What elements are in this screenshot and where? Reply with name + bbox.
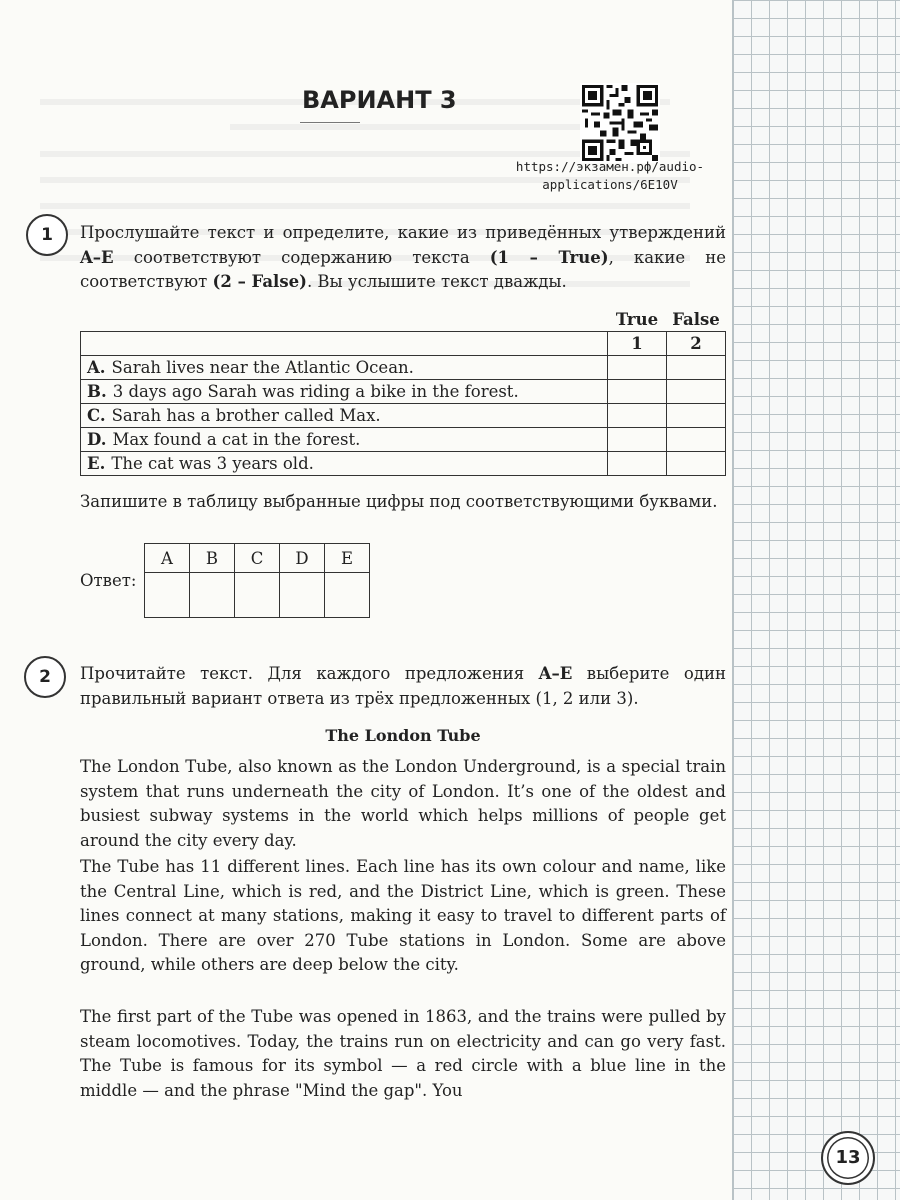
answer-cell-true[interactable]: [608, 404, 667, 428]
task-number-badge: 1: [26, 214, 68, 256]
answer-input-cell[interactable]: [190, 573, 235, 618]
answer-cell-true[interactable]: [608, 452, 667, 476]
variant-title: ВАРИАНТ 3: [302, 86, 457, 114]
qr-url-line2: applications/6E10V: [542, 177, 678, 192]
answer-cell-false[interactable]: [667, 380, 726, 404]
answer-cell-true[interactable]: [608, 356, 667, 380]
answer-letter: A: [145, 544, 190, 573]
qr-code-icon[interactable]: [580, 83, 660, 163]
reading-paragraph: The London Tube, also known as the London Underground, is a special train system that runs underneath the city of London. It’s one of the oldest and busiest subway systems in the world which helps millions of people get around the city every day.: [80, 757, 726, 850]
task-number-badge: 2: [24, 656, 66, 698]
answer-letter: B: [190, 544, 235, 573]
answer-input-cell[interactable]: [325, 573, 370, 618]
answer-input-cell[interactable]: [235, 573, 280, 618]
reading-paragraph: The Tube has 11 different lines. Each line has its own colour and name, like the Central Line, which is red, and the District Line, which is green. These lines connect at many stations, making it easy to travel to different parts of London. There are over 270 Tube stations in London. Some are above ground, while others are deep below the city.: [80, 857, 726, 974]
answer-cell-false[interactable]: [667, 428, 726, 452]
qr-url[interactable]: [500, 158, 720, 194]
grid-margin: [732, 0, 900, 1200]
task2-instruction: Прочитайте текст. Для каждого предложения A–E выберите один правильный вариант ответа из трёх предложенных (1, 2 или 3).: [80, 664, 726, 708]
table-row: D. Max found a cat in the forest.: [81, 428, 726, 452]
answer-letter: C: [235, 544, 280, 573]
table-row: C. Sarah has a brother called Max.: [81, 404, 726, 428]
answer-table: [144, 543, 370, 618]
answer-letter: D: [280, 544, 325, 573]
answer-cell-true[interactable]: [608, 380, 667, 404]
page-number: 13: [821, 1131, 875, 1185]
title-underline: [300, 122, 360, 123]
answer-cell-false[interactable]: [667, 356, 726, 380]
qr-url-line1: https://экзамен.рф/audio-: [515, 159, 705, 174]
col-true-header: True: [615, 309, 659, 329]
answer-input-cell[interactable]: [280, 573, 325, 618]
answer-cell-true[interactable]: [608, 428, 667, 452]
col-true-number: 1: [608, 332, 667, 356]
table-row: B. 3 days ago Sarah was riding a bike in the forest.: [81, 380, 726, 404]
table-row: E. The cat was 3 years old.: [81, 452, 726, 476]
answer-cell-false[interactable]: [667, 452, 726, 476]
write-instruction: Запишите в таблицу выбранные цифры под соответствующими буквами.: [80, 492, 718, 511]
answer-label: Ответ:: [80, 571, 137, 590]
answer-letter: E: [325, 544, 370, 573]
task1-instruction: Прослушайте текст и определите, какие из приведённых утверждений A–E соответствуют содержанию текста (1 – True), какие не соответствуют (2 – False). Вы услышите текст дважды.: [80, 223, 726, 291]
col-false-header: False: [672, 309, 720, 329]
col-false-number: 2: [667, 332, 726, 356]
answer-input-cell[interactable]: [145, 573, 190, 618]
reading-text-title: The London Tube: [325, 726, 481, 745]
statements-table: [80, 307, 726, 476]
table-row: A. Sarah lives near the Atlantic Ocean.: [81, 356, 726, 380]
reading-paragraph: The first part of the Tube was opened in 1863, and the trains were pulled by steam locomotives. Today, the trains run on electricity and can go very fast. The Tube is famous for its symbol — a red circle with a blue line in the middle — and the phrase "Mind the gap". You: [80, 1007, 726, 1100]
answer-cell-false[interactable]: [667, 404, 726, 428]
